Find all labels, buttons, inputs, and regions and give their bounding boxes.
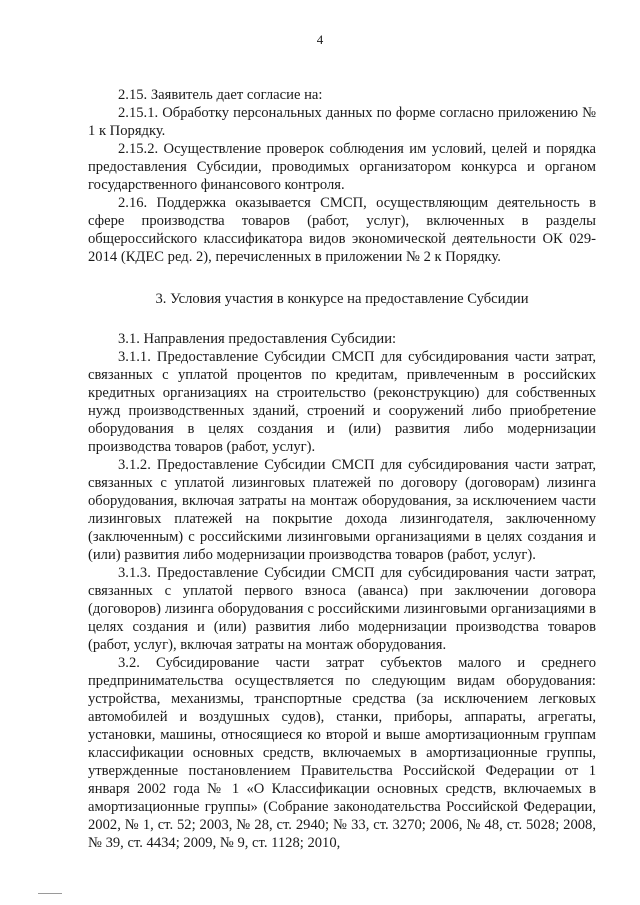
paragraph-2-15: 2.15. Заявитель дает согласие на: [118,87,323,103]
document-body [88,86,596,852]
paragraph-3-1-1: 3.1.1. Предоставление Субсидии СМСП для субсидирования части затрат, связанных с уплатой процентов по кредитам, привлеченным в российских кредитных организациях на строительство (реконструкцию) для собственных нужд производственных зданий, строений и сооружений либо приобретение оборудования в целях создания и (или) развития либо модернизации производства товаров (работ, услуг). [88,349,596,455]
page-number: 4 [316,32,324,47]
paragraph-3-1: 3.1. Направления предоставления Субсидии: [118,331,397,347]
paragraph-3-1-3: 3.1.3. Предоставление Субсидии СМСП для субсидирования части затрат, связанных с уплатой первого взноса (аванса) при заключении договора (договоров) лизинга оборудования с российскими лизинговыми организациями в целях создания и (или) развития либо модернизации производства товаров (работ, услуг), включая затраты на монтаж оборудования. [88,565,596,653]
paragraph-2-16: 2.16. Поддержка оказывается СМСП, осуществляющим деятельность в сфере производства товаров (работ, услуг), включенных в разделы общероссийского классификатора видов экономической деятельности ОК 029-2014 (КДЕС ред. 2), перечисленных в приложении № 2 к Порядку. [88,195,596,265]
paragraph-3-1-2: 3.1.2. Предоставление Субсидии СМСП для субсидирования части затрат, связанных с уплатой лизинговых платежей по договору (договорам) лизинга оборудования, включая затраты на монтаж оборудования, за исключением части лизинговых платежей на покрытие дохода лизингодателя, заключенному (заключенным) с российскими лизинговыми организациями в целях создания и (или) развития либо модернизации производства товаров (работ, услуг). [88,457,596,563]
section-heading: 3. Условия участия в конкурсе на предоставление Субсидии [155,291,529,307]
paragraph-2-15-1: 2.15.1. Обработку персональных данных по форме согласно приложению № 1 к Порядку. [88,105,596,139]
paragraph-2-15-2: 2.15.2. Осуществление проверок соблюдения им условий, целей и порядка предоставления Субсидии, проводимых организатором конкурса и органом государственного финансового контроля. [88,141,596,193]
scan-margin-mark [38,893,62,894]
paragraph-3-2: 3.2. Субсидирование части затрат субъектов малого и среднего предпринимательства осуществляется по следующим видам оборудования: устройства, механизмы, транспортные средства (за исключением легковых автомобилей и воздушных судов), станки, приборы, аппараты, агрегаты, установки, машины, относящиеся ко второй и выше амортизационным группам классификации основных средств, включаемых в амортизационные группы, утвержденные постановлением Правительства Российской Федерации от 1 января 2002 года № 1 «О Классификации основных средств, включаемых в амортизационные группы» (Собрание законодательства Российской Федерации, 2002, № 1, ст. 52; 2003, № 28, ст. 2940; № 33, ст. 3270; 2006, № 48, ст. 5028; 2008, № 39, ст. 4434; 2009, № 9, ст. 1128; 2010, [88,655,596,851]
